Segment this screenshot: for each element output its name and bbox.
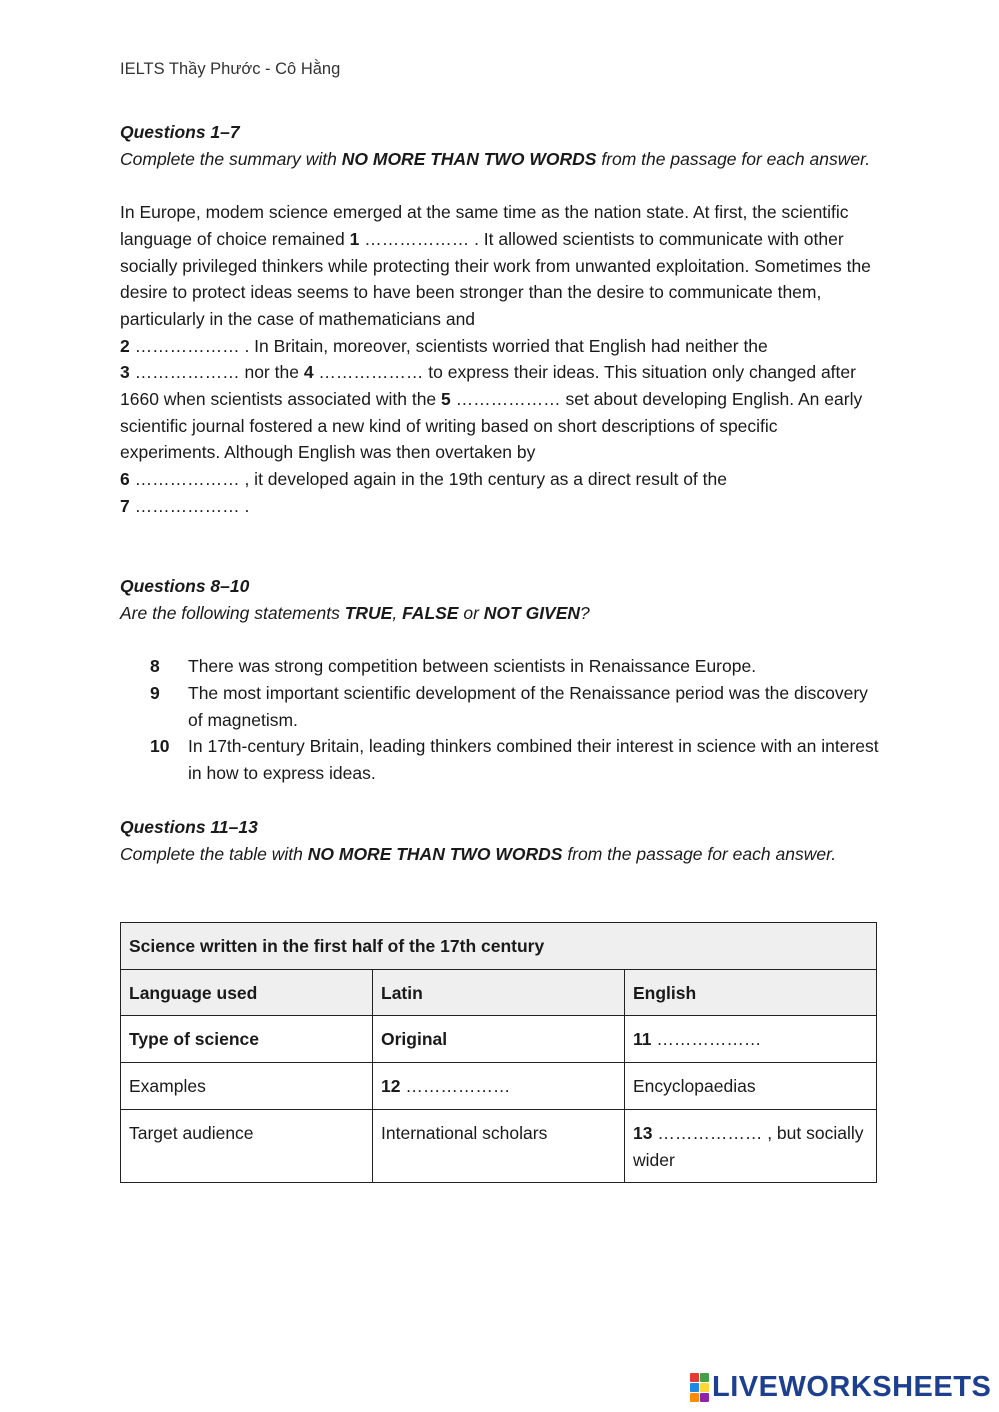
questions-11-13-section <box>120 814 880 867</box>
statement-text: There was strong competition between scientists in Renaissance Europe. <box>188 656 757 677</box>
table-header-row <box>121 969 877 1016</box>
logo-mark-icon <box>690 1373 709 1402</box>
table-cell: Encyclopaedias <box>625 1063 877 1110</box>
question-number: 6 <box>120 469 130 490</box>
statement-item[interactable] <box>120 733 880 786</box>
liveworksheets-logo[interactable] <box>690 1371 991 1404</box>
section-heading: Questions 1–7 <box>120 122 240 142</box>
logo-text: LIVEWORKSHEETS <box>712 1371 992 1403</box>
logo-block <box>700 1373 709 1382</box>
question-number: 2 <box>120 335 130 356</box>
logo-block <box>690 1393 699 1402</box>
logo-block <box>700 1383 709 1392</box>
table-cell: Latin <box>373 969 625 1016</box>
table-cell: Examples <box>121 1063 373 1110</box>
question-number: 1 <box>349 228 360 249</box>
answer-gap-4[interactable]: ……………… to express their ideas. This situation only changed after 1660 when scientists associated with the <box>120 362 856 410</box>
table-cell: Language used <box>121 969 373 1016</box>
answer-cell-12[interactable]: 12 ……………… <box>373 1063 625 1110</box>
instruction: Are the following statements TRUE, FALSE or NOT GIVEN? <box>120 602 590 623</box>
section-heading: Questions 8–10 <box>120 576 250 596</box>
answer-cell-11[interactable]: 11 ……………… <box>625 1016 877 1063</box>
question-number: 5 <box>441 389 451 410</box>
statement-item[interactable] <box>120 680 880 733</box>
table-title: Science written in the first half of the 17th century <box>121 923 877 970</box>
summary-paragraph: In Europe, modem science emerged at the same time as the nation state. At first, the scientific language of choice remained 1 ……………… . It allowed scientists to communicate with other socially privileged thinkers while protecting their work from unwanted exploitation. Sometimes the desire to protect ideas seems to have been stronger than the desire to communicate them, particularly in the case of mathematicians and 2 ……………… . In Britain, moreover, scientists worried that English had neither the 3 ……………… nor the 4 ……………… to express their ideas. This situation only changed after 1660 when scientists associated with the 5 ……………… set about developing English. An early scientific journal fostered a new kind of writing based on short descriptions of specific experiments. Although English was then overtaken by 6 ……………… , it developed again in the 19th century as a direct result of the 7 ……………… . <box>120 202 871 516</box>
table-row <box>121 1063 877 1110</box>
statement-item[interactable] <box>120 653 880 680</box>
answer-gap-3[interactable]: ……………… nor the <box>129 362 304 383</box>
page-header: IELTS Thầy Phước - Cô Hằng <box>120 60 341 78</box>
statement-text: The most important scientific development of the Renaissance period was the discovery of magnetism. <box>188 682 868 730</box>
table-cell: International scholars <box>373 1109 625 1182</box>
statement-number: 9 <box>150 682 160 703</box>
logo-block <box>690 1383 699 1392</box>
table-row <box>121 1109 877 1182</box>
table-cell: Target audience <box>121 1109 373 1182</box>
answer-gap-7[interactable]: ……………… . <box>129 495 250 516</box>
answer-gap-2[interactable]: ……………… . In Britain, moreover, scientists worried that English had neither the <box>129 335 768 356</box>
question-number: 4 <box>303 362 314 383</box>
table-title-row <box>121 923 877 970</box>
instruction: Complete the summary with NO MORE THAN TWO WORDS from the passage for each answer. <box>120 148 871 169</box>
statement-text: In 17th-century Britain, leading thinkers combined their interest in science with an interest in how to express ideas. <box>188 736 879 783</box>
question-number: 3 <box>120 362 130 383</box>
logo-block <box>690 1373 699 1382</box>
statement-list <box>120 653 880 787</box>
answer-gap-1[interactable]: ……………… . It allowed scientists to communicate with other socially privileged thinkers while protecting their work from unwanted exploitation. Sometimes the desire to protect ideas seems to have been stronger than the desire to communicate them, particularly in the case of mathematicians and <box>120 228 871 329</box>
questions-1-7-section <box>120 119 880 520</box>
table-cell: English <box>625 969 877 1016</box>
statement-number: 10 <box>150 736 170 757</box>
table-cell: Original <box>373 1016 625 1063</box>
answer-gap-6[interactable]: ……………… , it developed again in the 19th century as a direct result of the <box>129 469 727 490</box>
science-table <box>120 922 877 1183</box>
logo-block <box>700 1393 709 1402</box>
instruction: Complete the table with NO MORE THAN TWO WORDS from the passage for each answer. <box>120 843 837 864</box>
section-heading: Questions 11–13 <box>120 817 258 837</box>
statement-number: 8 <box>150 656 160 677</box>
answer-gap-5[interactable]: ……………… set about developing English. An early scientific journal fostered a new kind of writing based on short descriptions of specific experiments. Although English was then overtaken by <box>120 389 863 463</box>
table-row <box>121 1016 877 1063</box>
table-cell: Type of science <box>121 1016 373 1063</box>
answer-cell-13[interactable]: 13 ……………… , but socially wider <box>625 1109 877 1182</box>
questions-8-10-section <box>120 573 880 787</box>
question-number: 7 <box>120 495 130 516</box>
